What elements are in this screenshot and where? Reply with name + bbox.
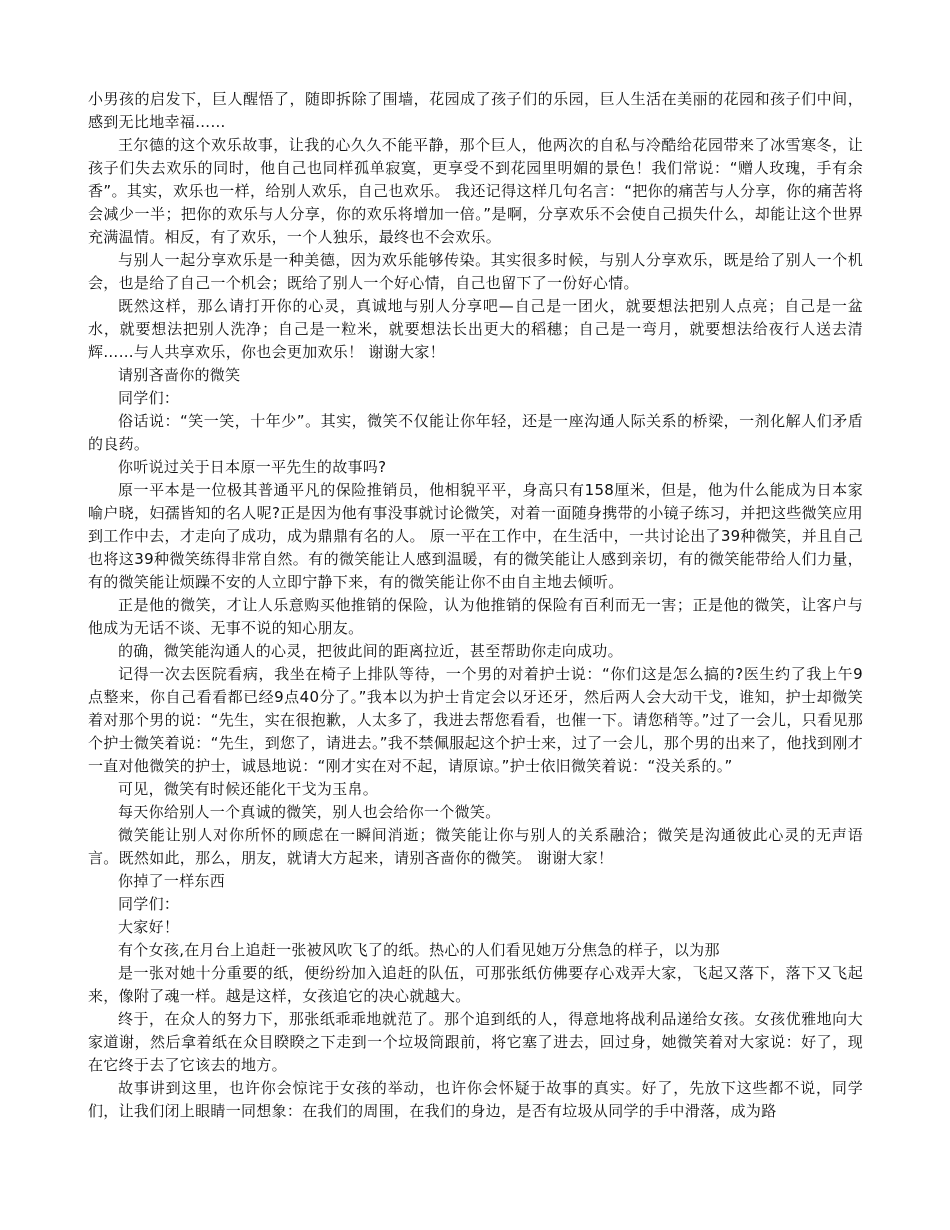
paragraph: 你听说过关于日本原一平先生的故事吗? [118, 458, 387, 476]
section-title: 请别吝啬你的微笑 [118, 366, 241, 384]
paragraph: 王尔德的这个欢乐故事，让我的心久久不能平静，那个巨人，他两次的自私与冷酷给花园带来了冰雪寒冬，让孩子们失去欢乐的同时，他自己也同样孤单寂寞，更享受不到花园里明媚的景色！我们常说：“赠人玫瑰，手有余香”。其实，欢乐也一样，给别人欢乐，自己也欢乐。 我还记得这样几句名言：“把你的痛苦与人分享，你的痛苦将会减少一半；把你的欢乐与人分享，你的欢乐将增加一倍。”是啊，分享欢乐不会使自己损失什么，却能让这个世界充满温情。相反，有了欢乐，一个人独乐，最终也不会欢乐。 [88, 136, 863, 246]
paragraph: 故事讲到这里，也许你会惊诧于女孩的举动，也许你会怀疑于故事的真实。好了，先放下这些都不说，同学们，让我们闭上眼睛一同想象：在我们的周围，在我们的身边，是否有垃圾从同学的手中滑落，成为路 [88, 1079, 863, 1120]
paragraph: 既然这样，那么请打开你的心灵，真诚地与别人分享吧—自己是一团火，就要想法把别人点亮；自己是一盆水，就要想法把别人洗净；自己是一粒米，就要想法长出更大的稻穗；自己是一弯月，就要想法给夜行人送去清辉……与人共享欢乐，你也会更加欢乐！ 谢谢大家！ [88, 297, 863, 361]
greeting: 大家好！ [118, 918, 180, 936]
paragraph: 终于，在众人的努力下，那张纸乖乖地就范了。那个追到纸的人，得意地将战利品递给女孩。女孩优雅地向大家道谢，然后拿着纸在众目睽睽之下走到一个垃圾筒跟前，将它塞了进去，回过身，她微笑着对大家说：好了，现在它终于去了它该去的地方。 [88, 1010, 863, 1074]
paragraph: 俗话说：“笑一笑，十年少”。其实，微笑不仅能让你年轻，还是一座沟通人际关系的桥梁，一剂化解人们矛盾的良药。 [88, 412, 863, 453]
paragraph: 与别人一起分享欢乐是一种美德，因为欢乐能够传染。其实很多时候，与别人分享欢乐，既是给了别人一个机会，也是给了自己一个机会；既给了别人一个好心情，自己也留下了一份好心情。 [88, 251, 863, 292]
salutation: 同学们： [118, 895, 180, 913]
document-page [88, 88, 863, 1123]
paragraph: 小男孩的启发下，巨人醒悟了，随即拆除了围墙，花园成了孩子们的乐园，巨人生活在美丽的花园和孩子们中间，感到无比地幸福…… [88, 90, 863, 131]
paragraph: 记得一次去医院看病，我坐在椅子上排队等待，一个男的对着护士说：“你们这是怎么搞的?医生约了我上午9点整来，你自己看看都已经9点40分了。”我本以为护士肯定会以牙还牙，然后两人会大动干戈，谁知，护士却微笑着对那个男的说：“先生，实在很抱歉，人太多了，我进去帮您看看，也催一下。请您稍等。”过了一会儿，只看见那个护士微笑着说：“先生，到您了，请进去。”我不禁佩服起这个护士来，过了一会儿，那个男的出来了，他找到刚才一直对他微笑的护士，诚恳地说：“刚才实在对不起，请原谅。”护士依旧微笑着说：“没关系的。” [88, 665, 863, 775]
paragraph: 是一张对她十分重要的纸，便纷纷加入追赶的队伍，可那张纸仿佛要存心戏弄大家，飞起又落下，落下又飞起来，像附了魂一样。越是这样，女孩追它的决心就越大。 [88, 964, 863, 1005]
salutation: 同学们： [118, 389, 180, 407]
section-title: 你掉了一样东西 [118, 872, 226, 890]
paragraph: 可见，微笑有时候还能化干戈为玉帛。 [118, 780, 379, 798]
paragraph: 有个女孩,在月台上追赶一张被风吹飞了的纸。热心的人们看见她万分焦急的样子，以为那 [118, 941, 720, 959]
paragraph: 微笑能让别人对你所怀的顾虑在一瞬间消逝；微笑能让你与别人的关系融洽；微笑是沟通彼此心灵的无声语言。既然如此，那么，朋友，就请大方起来，请别吝啬你的微笑。 谢谢大家！ [88, 826, 863, 867]
paragraph: 的确，微笑能沟通人的心灵，把彼此间的距离拉近，甚至帮助你走向成功。 [118, 642, 623, 660]
paragraph: 每天你给别人一个真诚的微笑，别人也会给你一个微笑。 [118, 803, 501, 821]
paragraph: 正是他的微笑，才让人乐意购买他推销的保险，认为他推销的保险有百利而无一害；正是他的微笑，让客户与他成为无话不谈、无事不说的知心朋友。 [88, 596, 863, 637]
paragraph: 原一平本是一位极其普通平凡的保险推销员，他相貌平平，身高只有158厘米，但是，他为什么能成为日本家喻户晓，妇孺皆知的名人呢?正是因为他有事没事就讨论微笑，对着一面随身携带的小镜子练习，并把这些微笑应用到工作中去，才走向了成功，成为鼎鼎有名的人。 原一平在工作中，在生活中，一共讨论出了39种微笑，并且自己也将这39种微笑练得非常自然。有的微笑能让人感到温暖，有的微笑能让人感到亲切，有的微笑能带给人们力量，有的微笑能让烦躁不安的人立即宁静下来，有的微笑能让你不由自主地去倾听。 [88, 481, 863, 591]
